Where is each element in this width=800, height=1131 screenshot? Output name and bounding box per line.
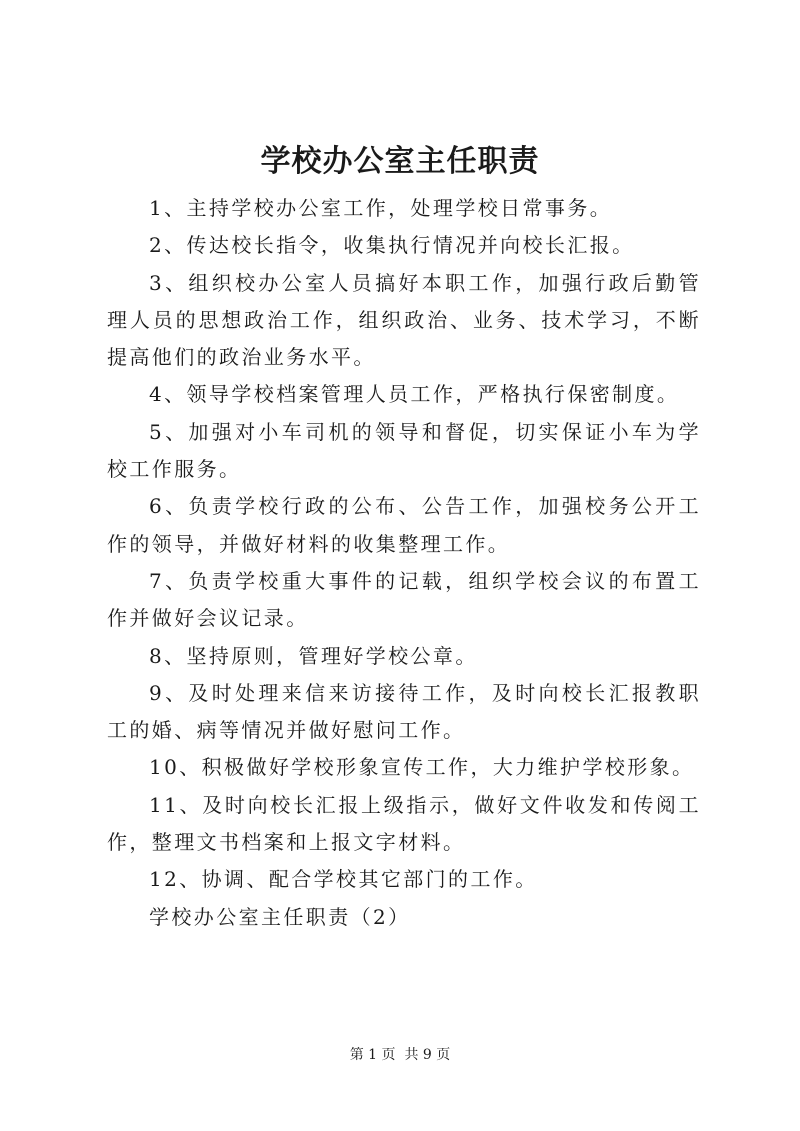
paragraph-1: 1、主持学校办公室工作，处理学校日常事务。 (149, 196, 613, 220)
document-body (107, 190, 701, 936)
document-title: 学校办公室主任职责 (260, 144, 540, 179)
section-heading: 学校办公室主任职责（2） (149, 904, 411, 929)
paragraph-12: 12、协调、配合学校其它部门的工作。 (149, 867, 538, 892)
paragraph-11: 11、及时向校长汇报上级指示，做好文件收发和传阅工作，整理文书档案和上报文字材料。 (107, 792, 701, 855)
paragraph-8: 8、坚持原则，管理好学校公章。 (149, 643, 478, 668)
paragraph-6: 6、负责学校行政的公布、公告工作，加强校务公开工作的领导，并做好材料的收集整理工作。 (107, 494, 701, 556)
paragraph-3: 3、组织校办公室人员搞好本职工作，加强行政后勤管理人员的思想政治工作，组织政治、业务、技术学习，不断提高他们的政治业务水平。 (107, 270, 701, 370)
paragraph-9: 9、及时处理来信来访接待工作，及时向校长汇报教职工的婚、病等情况并做好慰问工作。 (107, 680, 701, 743)
paragraph-7: 7、负责学校重大事件的记载，组织学校会议的布置工作并做好会议记录。 (107, 568, 701, 631)
paragraph-10: 10、积极做好学校形象宣传工作，大力维护学校形象。 (149, 755, 695, 780)
paragraph-5: 5、加强对小车司机的领导和督促，切实保证小车为学校工作服务。 (107, 419, 701, 482)
page-number: 第 1 页 共 9 页 (349, 1047, 451, 1063)
paragraph-4: 4、领导学校档案管理人员工作，严格执行保密制度。 (149, 382, 680, 407)
paragraph-2: 2、传达校长指令，收集执行情况并向校长汇报。 (149, 233, 635, 258)
